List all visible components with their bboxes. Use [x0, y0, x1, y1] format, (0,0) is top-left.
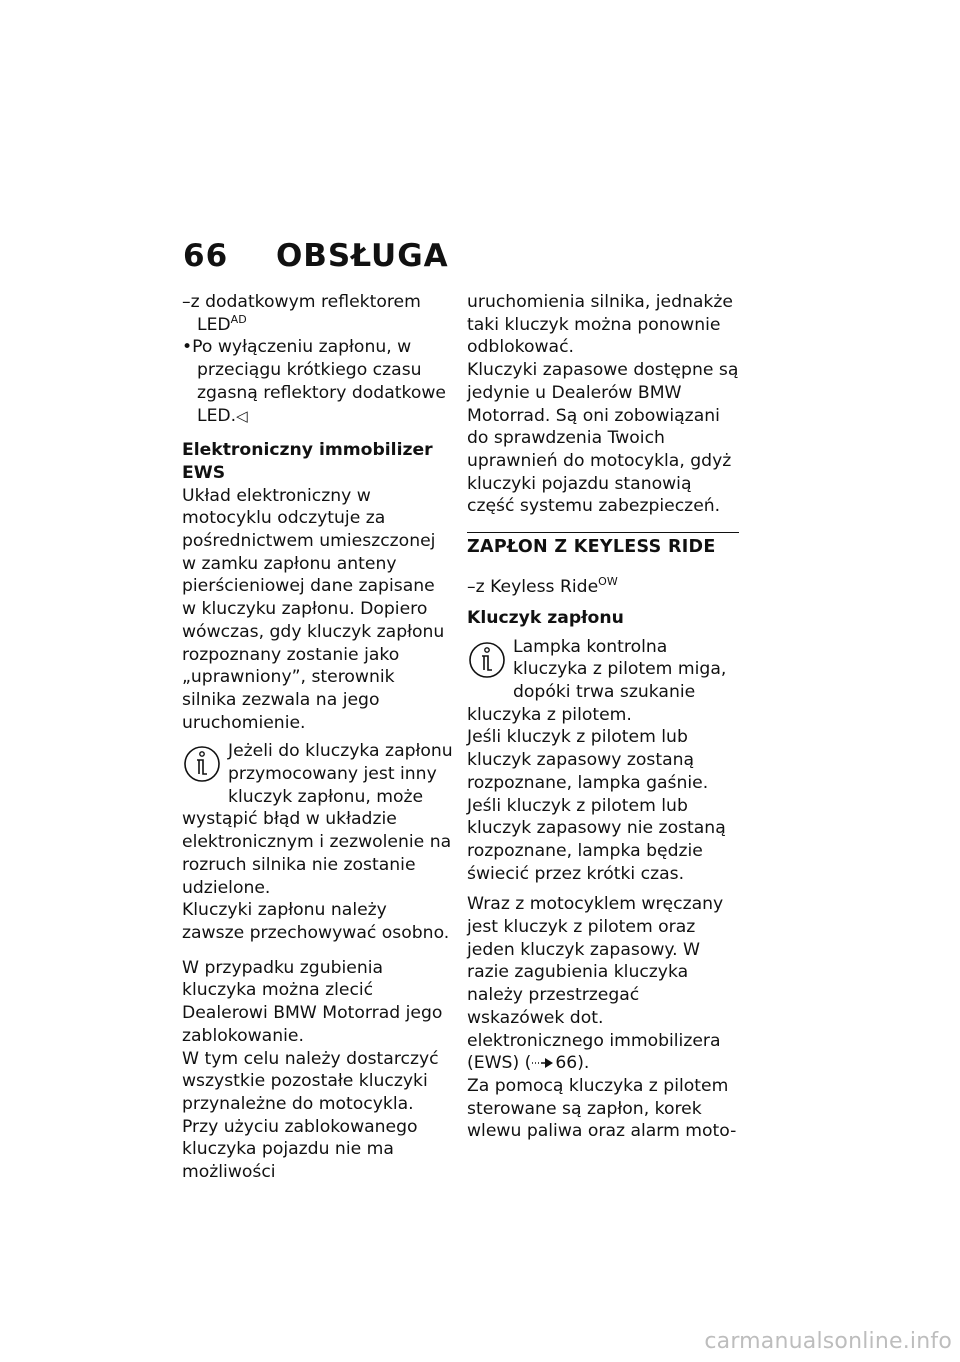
- page-title: OBSŁUGA: [275, 238, 449, 274]
- arrow-right-icon: [531, 1057, 555, 1069]
- list-item: •Po wyłączeniu zapłonu, w przeciągu krótkiego czasu zgasną reflektory dodatkowe LED.◁: [182, 337, 446, 426]
- watermark: carmanualsonline.info: [704, 1329, 952, 1354]
- paragraph: W tym celu należy dostarczyć wszystkie pozostałe kluczyki przynależne do motocykla. Przy użyciu zablokowanego kluczyka pojazdu nie ma możliwości: [182, 1048, 439, 1183]
- info-note: [182, 740, 454, 944]
- paragraph: Za pomocą kluczyka z pilotem sterowane są zapłon, korek wlewu paliwa oraz alarm moto-: [467, 1076, 737, 1142]
- info-note: [467, 636, 739, 727]
- section-heading: Elektroniczny immobilizer EWS: [182, 440, 433, 483]
- page-header: [183, 238, 449, 274]
- list-item: –z dodatkowym reflektorem $LED^{AD}$: [182, 292, 421, 335]
- note-text: Kluczyki zapłonu należy zawsze przechowywać osobno.: [182, 900, 450, 943]
- option-code: AD: [230, 312, 247, 326]
- paragraph: Układ elektroniczny w motocyklu odczytuje za pośrednictwem umieszczonej w zamku zapłonu anteny pierścieniowej dane zapisane w kluczyku zapłonu. Dopiero wówczas, gdy kluczyk zapłonu rozpoznany zostanie jako „uprawniony”, sterownik silnika zezwala na jego uruchomienie.: [182, 485, 445, 733]
- paragraph: Jeśli kluczyk z pilotem lub kluczyk zapasowy nie zostaną rozpoznane, lampka będzie świecić przez krótki czas.: [467, 795, 726, 884]
- paragraph: Jeśli kluczyk z pilotem lub kluczyk zapasowy zostaną rozpoznane, lampka gaśnie.: [467, 727, 709, 793]
- section-title: ZAPŁON Z KEYLESS RIDE: [467, 532, 739, 559]
- note-text: Lampka kontrolna kluczyka z pilotem miga, dopóki trwa szukanie kluczyka z pilotem.: [467, 636, 727, 725]
- info-icon: [467, 638, 507, 684]
- section-heading: Kluczyk zapłonu: [467, 607, 624, 628]
- page-reference[interactable]: 66).: [555, 1053, 590, 1074]
- paragraph: Kluczyki zapasowe dostępne są jedynie u Dealerów BMW Motorrad. Są oni zobowiązani do sprawdzenia Twoich uprawnień do motocykla, gdyż kluczyki pojazdu stanowią część systemu zabezpieczeń.: [467, 360, 739, 517]
- left-column: [182, 291, 454, 1184]
- note-text: Jeżeli do kluczyka zapłonu przymocowany jest inny kluczyk zapłonu, może wystąpić błąd w układzie elektronicznym i zezwolenie na rozruch silnika nie zostanie udzielone.: [182, 741, 453, 898]
- right-column: [467, 291, 739, 1143]
- info-icon: [182, 742, 222, 788]
- paragraph: uruchomienia silnika, jednakże taki kluczyk można ponownie odblokować.: [467, 292, 733, 358]
- page-number: 66: [183, 238, 229, 274]
- option-code: OW: [598, 575, 618, 589]
- list-item: –z Keyless Ride$^{OW}$: [467, 575, 618, 598]
- paragraph: W przypadku zgubienia kluczyka można zlecić Dealerowi BMW Motorrad jego zablokowanie.: [182, 957, 443, 1046]
- end-mark-icon: ◁: [236, 406, 248, 425]
- paragraph: Wraz z motocyklem wręczany jest kluczyk z pilotem oraz jeden kluczyk zapasowy. W razie zagubienia kluczyka należy przestrzegać wskazówek dot. elektronicznego immobilizera (EWS) ( 66).: [467, 894, 724, 1074]
